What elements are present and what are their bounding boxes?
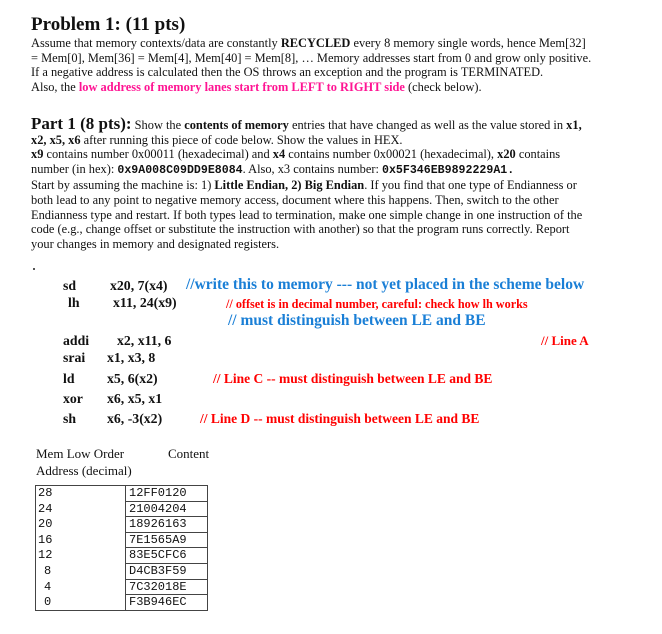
mem-addr: 0 <box>36 595 126 611</box>
code-sd-comment: //write this to memory --- not yet placed in the scheme below <box>186 276 585 293</box>
code-xor-op: xor <box>63 391 83 406</box>
intro-line-3: If a negative address is calculated then the OS throws an exception and the program is TERMINATED. <box>31 65 544 80</box>
part1-line-1: Part 1 (8 pts): Show the contents of memory entries that have changed as well as the value stored in x1, <box>31 114 582 133</box>
part1-line-9: your changes in memory and designated registers. <box>31 236 280 251</box>
table-row <box>36 532 208 548</box>
code-lh-args: x11, 24(x9) <box>113 295 177 310</box>
code-sd-args: x20, 7(x4) <box>110 278 168 293</box>
mem-addr: 4 <box>36 579 126 595</box>
table-row <box>36 579 208 595</box>
code-srai-args: x1, x3, 8 <box>107 350 156 365</box>
part1-line-4: number (in hex): 0x9A008C09DD9E8084. Also, x3 contains number: 0x5F346EB9892229A1. <box>31 161 515 177</box>
memory-table <box>35 485 208 611</box>
part1-line-2: x2, x5, x6 after running this piece of code below. Show the values in HEX. <box>31 132 403 147</box>
code-line-c-comment: // Line C -- must distinguish between LE and BE <box>213 371 493 386</box>
table-row <box>36 501 208 517</box>
part1-heading: Part 1 (8 pts): <box>31 114 132 133</box>
part1-line-8: code (e.g., change offset or substitute the instruction with another) so that the program runs correctly. Report <box>31 222 570 237</box>
mem-content: 18926163 <box>126 517 208 533</box>
code-lh-op: lh <box>68 295 80 310</box>
table-row <box>36 595 208 611</box>
mem-content: 12FF0120 <box>126 486 208 502</box>
code-addi-args: x2, x11, 6 <box>117 333 172 348</box>
mem-content: 21004204 <box>126 501 208 517</box>
intro-line-4: Also, the low address of memory lanes start from LEFT to RIGHT side (check below). <box>31 79 482 94</box>
code-lh-comment: // offset is in decimal number, careful: check how lh works <box>226 297 528 311</box>
code-sh-args: x6, -3(x2) <box>107 411 163 426</box>
code-srai-op: srai <box>63 350 86 365</box>
mem-addr: 12 <box>36 548 126 564</box>
part1-line-6: both lead to any point to negative memory access, document where this happens. Then, switch to the other <box>31 192 559 207</box>
mem-addr: 28 <box>36 486 126 502</box>
mem-content: 7C32018E <box>126 579 208 595</box>
problem-title: Problem 1: (11 pts) <box>31 14 186 35</box>
code-addi-op: addi <box>63 333 90 348</box>
mem-addr: 20 <box>36 517 126 533</box>
mem-content: D4CB3F59 <box>126 563 208 579</box>
mem-addr: 24 <box>36 501 126 517</box>
part1-description <box>31 114 662 251</box>
bullet-dot <box>33 268 35 270</box>
problem-intro <box>31 36 661 94</box>
table-row <box>36 563 208 579</box>
table-row <box>36 486 208 502</box>
code-sh-op: sh <box>63 411 77 426</box>
part1-line-5: Start by assuming the machine is: 1) Little Endian, 2) Big Endian. If you find that one type of Endianness or <box>31 178 577 193</box>
code-line-a-comment: // Line A <box>541 333 589 348</box>
intro-line-2: = Mem[0], Mem[36] = Mem[4], Mem[40] = Mem[8], … Memory addresses start from 0 and grow only positive. <box>31 50 592 65</box>
part1-line-3: x9 contains number 0x00011 (hexadecimal) and x4 contains number 0x00021 (hexadecimal), x20 contains <box>31 147 561 162</box>
mem-addr: 8 <box>36 563 126 579</box>
part1-line-7: Endianness type and restart. If both types lead to termination, make one simple change in one instruction of the <box>31 207 583 222</box>
mem-content: 83E5CFC6 <box>126 548 208 564</box>
table-row <box>36 548 208 564</box>
code-ld-op: ld <box>63 371 75 386</box>
code-xor-args: x6, x5, x1 <box>107 391 163 406</box>
mem-address-header: Mem Low Order Address (decimal) <box>36 446 132 478</box>
mem-content: F3B946EC <box>126 595 208 611</box>
code-ld-args: x5, 6(x2) <box>107 371 158 386</box>
code-line-d-comment: // Line D -- must distinguish between LE and BE <box>200 411 480 426</box>
intro-line-1: Assume that memory contexts/data are constantly RECYCLED every 8 memory single words, hence Mem[32] <box>31 36 586 50</box>
table-row <box>36 517 208 533</box>
mem-addr: 16 <box>36 532 126 548</box>
mem-content-header: Content <box>168 446 210 461</box>
code-sd-op: sd <box>63 278 77 293</box>
mem-content: 7E1565A9 <box>126 532 208 548</box>
code-le-be-comment: // must distinguish between LE and BE <box>228 312 486 329</box>
